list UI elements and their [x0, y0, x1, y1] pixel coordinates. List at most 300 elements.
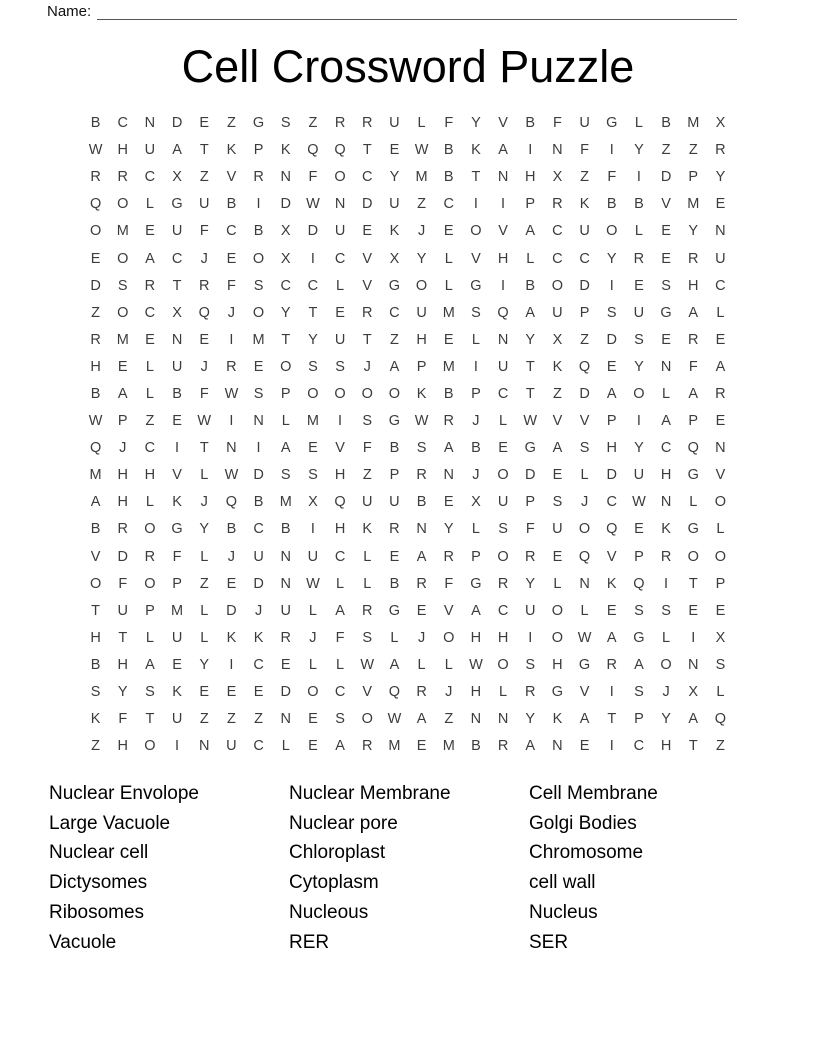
grid-letter: I: [310, 250, 315, 267]
grid-letter: E: [226, 684, 237, 701]
grid-letter: L: [444, 250, 453, 267]
grid-letter: L: [200, 602, 209, 619]
grid-letter: Z: [254, 711, 263, 728]
grid-letter: V: [498, 115, 508, 132]
grid-letter: E: [335, 304, 345, 321]
grid-letter: X: [280, 250, 291, 267]
grid-letter: X: [308, 494, 318, 511]
grid-letter: G: [524, 440, 536, 457]
grid-letter: E: [253, 358, 264, 375]
grid-letter: O: [361, 711, 373, 728]
grid-letter: I: [501, 196, 506, 213]
grid-letter: L: [444, 277, 453, 294]
grid-letter: P: [172, 575, 182, 592]
grid-letter: Z: [552, 385, 562, 402]
grid-letter: F: [444, 575, 454, 592]
word-list-item: SER: [529, 931, 569, 953]
grid-letter: P: [715, 575, 726, 592]
grid-letter: A: [606, 385, 617, 402]
grid-letter: S: [90, 684, 101, 701]
grid-letter: U: [171, 711, 183, 728]
grid-letter: C: [334, 250, 346, 267]
grid-letter: K: [579, 196, 590, 213]
grid-letter: C: [660, 440, 672, 457]
grid-letter: U: [552, 521, 563, 538]
grid-letter: C: [606, 494, 617, 511]
grid-letter: X: [688, 684, 699, 701]
grid-letter: S: [661, 277, 671, 294]
grid-letter: S: [253, 277, 264, 294]
grid-letter: A: [606, 629, 617, 646]
grid-letter: T: [688, 738, 698, 755]
grid-letter: H: [144, 467, 156, 484]
grid-letter: R: [606, 656, 617, 673]
word-list-item: Dictysomes: [49, 872, 148, 894]
grid-letter: Y: [416, 250, 427, 267]
grid-letter: E: [226, 250, 237, 267]
grid-letter: J: [200, 494, 208, 511]
grid-letter: M: [306, 413, 319, 430]
grid-letter: L: [308, 656, 317, 673]
grid-letter: M: [687, 196, 700, 213]
grid-letter: A: [443, 440, 454, 457]
grid-letter: D: [280, 684, 291, 701]
grid-letter: H: [497, 250, 509, 267]
word-search-grid: [82, 110, 734, 760]
grid-letter: P: [606, 413, 617, 430]
grid-letter: L: [471, 331, 480, 348]
grid-letter: J: [417, 223, 426, 240]
grid-letter: L: [662, 629, 671, 646]
grid-letter: M: [442, 738, 455, 755]
grid-letter: U: [525, 602, 536, 619]
grid-letter: A: [145, 250, 155, 267]
grid-letter: V: [226, 169, 237, 186]
grid-letter: E: [715, 196, 726, 213]
grid-letter: H: [117, 494, 128, 511]
grid-letter: W: [414, 142, 429, 159]
grid-letter: P: [280, 385, 291, 402]
grid-letter: C: [497, 385, 509, 402]
grid-letter: I: [175, 440, 180, 457]
grid-letter: R: [497, 575, 509, 592]
grid-letter: M: [89, 467, 102, 484]
grid-letter: O: [117, 304, 129, 321]
word-list-item: cell wall: [529, 872, 596, 894]
grid-letter: L: [444, 656, 453, 673]
grid-letter: J: [309, 629, 317, 646]
grid-letter: Q: [334, 494, 346, 511]
grid-letter: Z: [226, 115, 236, 132]
grid-letter: Q: [687, 440, 699, 457]
grid-letter: O: [660, 656, 672, 673]
grid-letter: V: [335, 440, 345, 457]
grid-letter: E: [688, 602, 699, 619]
grid-letter: B: [389, 440, 400, 457]
grid-letter: H: [606, 440, 617, 457]
name-label: Name:: [47, 3, 92, 20]
grid-letter: R: [688, 250, 699, 267]
grid-letter: T: [199, 440, 209, 457]
grid-letter: A: [688, 711, 699, 728]
grid-letter: K: [552, 711, 563, 728]
grid-letter: K: [172, 494, 182, 511]
grid-letter: E: [552, 467, 563, 484]
grid-letter: C: [633, 738, 645, 755]
grid-letter: V: [362, 277, 373, 294]
grid-letter: H: [470, 629, 482, 646]
grid-letter: Z: [199, 575, 209, 592]
word-list-item: Nucleus: [529, 901, 598, 923]
word-list-column: [529, 779, 769, 958]
word-list-column: [49, 779, 289, 958]
grid-letter: L: [336, 656, 345, 673]
grid-letter: W: [387, 711, 402, 728]
grid-letter: F: [525, 521, 535, 538]
grid-letter: K: [172, 684, 182, 701]
grid-letter: L: [200, 467, 209, 484]
grid-letter: O: [89, 223, 102, 240]
grid-letter: W: [577, 629, 592, 646]
grid-letter: P: [145, 602, 155, 619]
grid-letter: U: [389, 494, 400, 511]
grid-letter: C: [307, 277, 319, 294]
grid-letter: C: [552, 250, 563, 267]
grid-letter: I: [229, 656, 234, 673]
grid-letter: Q: [714, 711, 727, 728]
grid-letter: W: [523, 413, 538, 430]
grid-letter: G: [470, 277, 482, 294]
grid-letter: U: [171, 223, 183, 240]
grid-letter: D: [525, 467, 536, 484]
grid-letter: Y: [606, 250, 617, 267]
grid-letter: I: [256, 440, 261, 457]
grid-letter: N: [416, 521, 427, 538]
grid-letter: K: [90, 711, 101, 728]
grid-letter: W: [306, 575, 320, 592]
grid-letter: Z: [580, 331, 589, 348]
grid-letter: O: [443, 629, 455, 646]
grid-letter: U: [334, 223, 346, 240]
grid-letter: E: [661, 223, 671, 240]
grid-letter: J: [580, 494, 589, 511]
grid-letter: N: [660, 494, 672, 511]
grid-letter: P: [471, 385, 481, 402]
grid-letter: B: [525, 277, 536, 294]
grid-letter: M: [415, 169, 428, 186]
grid-letter: E: [308, 440, 318, 457]
grid-letter: I: [501, 277, 506, 294]
grid-letter: M: [171, 602, 184, 619]
grid-letter: D: [606, 467, 617, 484]
grid-letter: A: [280, 440, 291, 457]
grid-letter: F: [444, 115, 454, 132]
grid-letter: O: [361, 385, 373, 402]
grid-letter: C: [443, 196, 454, 213]
grid-letter: U: [715, 250, 726, 267]
grid-letter: Z: [91, 304, 100, 321]
grid-letter: I: [473, 196, 478, 213]
grid-letter: E: [308, 711, 318, 728]
grid-letter: W: [414, 413, 429, 430]
grid-letter: C: [144, 304, 156, 321]
grid-letter: E: [199, 331, 210, 348]
grid-letter: A: [688, 304, 699, 321]
grid-letter: S: [606, 304, 617, 321]
grid-letter: D: [226, 602, 237, 619]
grid-letter: Z: [91, 738, 100, 755]
grid-letter: D: [253, 467, 264, 484]
grid-letter: F: [552, 115, 562, 132]
grid-letter: L: [281, 413, 290, 430]
grid-letter: R: [144, 277, 156, 294]
grid-letter: I: [473, 358, 478, 375]
grid-letter: E: [172, 413, 182, 430]
grid-letter: V: [443, 602, 454, 619]
grid-letter: T: [688, 575, 698, 592]
grid-letter: N: [280, 169, 291, 186]
grid-letter: G: [687, 521, 699, 538]
word-list-item: RER: [289, 931, 330, 953]
grid-letter: A: [661, 413, 671, 430]
grid-letter: H: [552, 656, 563, 673]
grid-letter: E: [145, 331, 155, 348]
grid-letter: E: [715, 331, 726, 348]
grid-letter: E: [715, 602, 726, 619]
grid-letter: E: [634, 521, 644, 538]
grid-letter: I: [691, 629, 696, 646]
grid-letter: E: [389, 548, 400, 565]
grid-letter: V: [579, 413, 590, 430]
grid-letter: O: [633, 385, 645, 402]
grid-letter: R: [199, 277, 210, 294]
grid-letter: I: [229, 331, 234, 348]
grid-letter: F: [362, 440, 372, 457]
grid-letter: G: [171, 196, 183, 213]
grid-letter: R: [416, 575, 427, 592]
grid-letter: F: [172, 548, 182, 565]
grid-letter: Z: [199, 169, 209, 186]
grid-letter: G: [171, 521, 183, 538]
grid-letter: L: [145, 629, 154, 646]
grid-letter: Y: [443, 521, 454, 538]
grid-letter: E: [443, 331, 454, 348]
grid-letter: U: [144, 142, 156, 159]
grid-letter: J: [200, 358, 208, 375]
grid-letter: B: [416, 494, 427, 511]
grid-letter: B: [90, 385, 101, 402]
grid-letter: M: [388, 738, 401, 755]
grid-letter: A: [90, 494, 101, 511]
grid-letter: B: [280, 521, 291, 538]
grid-letter: G: [388, 602, 401, 619]
grid-letter: Q: [89, 440, 102, 457]
grid-letter: R: [688, 331, 699, 348]
grid-letter: I: [528, 629, 533, 646]
grid-letter: Q: [225, 494, 238, 511]
grid-letter: E: [606, 602, 617, 619]
grid-letter: I: [310, 521, 315, 538]
grid-letter: M: [687, 115, 700, 132]
grid-letter: O: [280, 358, 292, 375]
grid-letter: Y: [715, 169, 726, 186]
grid-letter: L: [417, 656, 426, 673]
grid-letter: B: [226, 196, 237, 213]
grid-letter: I: [609, 277, 614, 294]
grid-letter: Y: [525, 575, 536, 592]
grid-letter: B: [525, 115, 536, 132]
grid-letter: H: [117, 656, 128, 673]
grid-letter: A: [579, 711, 590, 728]
grid-letter: T: [525, 385, 535, 402]
grid-letter: A: [145, 656, 155, 673]
grid-letter: R: [715, 142, 726, 159]
grid-letter: L: [363, 575, 372, 592]
grid-letter: I: [636, 169, 641, 186]
grid-letter: V: [606, 548, 617, 565]
grid-letter: L: [200, 548, 209, 565]
grid-letter: I: [609, 142, 614, 159]
grid-letter: V: [552, 413, 563, 430]
grid-letter: M: [116, 331, 129, 348]
grid-letter: S: [661, 602, 671, 619]
grid-letter: K: [226, 629, 237, 646]
grid-letter: A: [634, 656, 644, 673]
grid-letter: K: [280, 142, 291, 159]
grid-letter: L: [580, 602, 589, 619]
grid-letter: F: [199, 223, 209, 240]
grid-letter: E: [362, 223, 373, 240]
grid-letter: T: [308, 304, 318, 321]
grid-letter: C: [253, 521, 264, 538]
grid-letter: P: [525, 494, 536, 511]
grid-letter: E: [308, 738, 318, 755]
grid-letter: U: [280, 602, 291, 619]
grid-letter: F: [580, 142, 589, 159]
grid-letter: W: [88, 142, 103, 159]
grid-letter: S: [335, 711, 345, 728]
grid-letter: S: [280, 467, 291, 484]
grid-letter: Z: [661, 142, 671, 159]
grid-letter: H: [525, 169, 536, 186]
grid-letter: J: [472, 413, 480, 430]
grid-letter: Y: [280, 304, 291, 321]
grid-letter: S: [362, 413, 373, 430]
grid-letter: K: [389, 223, 400, 240]
grid-letter: Z: [199, 711, 209, 728]
grid-letter: E: [498, 440, 508, 457]
grid-letter: L: [336, 277, 345, 294]
grid-letter: E: [199, 115, 210, 132]
grid-letter: B: [443, 169, 454, 186]
word-list-item: Nuclear Envolope: [49, 782, 199, 804]
grid-letter: B: [226, 521, 237, 538]
grid-letter: T: [607, 711, 617, 728]
grid-letter: T: [525, 358, 535, 375]
grid-letter: O: [606, 223, 618, 240]
grid-letter: N: [660, 358, 672, 375]
grid-letter: C: [579, 250, 590, 267]
grid-letter: R: [117, 169, 128, 186]
grid-letter: I: [636, 413, 641, 430]
grid-letter: H: [688, 277, 699, 294]
grid-letter: Y: [308, 331, 318, 348]
grid-letter: U: [579, 115, 590, 132]
grid-letter: Y: [634, 440, 644, 457]
grid-letter: S: [715, 656, 726, 673]
grid-letter: I: [609, 738, 614, 755]
grid-letter: G: [633, 629, 645, 646]
grid-letter: U: [307, 548, 319, 565]
grid-letter: N: [497, 711, 509, 728]
word-list-item: Large Vacuole: [49, 812, 171, 834]
grid-letter: A: [715, 358, 726, 375]
grid-letter: A: [525, 304, 536, 321]
grid-letter: C: [552, 223, 563, 240]
grid-letter: W: [224, 385, 239, 402]
grid-letter: L: [716, 684, 725, 701]
grid-letter: X: [471, 494, 481, 511]
grid-letter: Q: [497, 304, 509, 321]
grid-letter: G: [606, 115, 618, 132]
grid-letter: Z: [145, 413, 155, 430]
grid-letter: A: [552, 440, 563, 457]
grid-letter: Q: [198, 304, 210, 321]
grid-letter: G: [388, 277, 401, 294]
grid-letter: I: [609, 684, 614, 701]
grid-letter: O: [497, 548, 509, 565]
grid-letter: E: [661, 250, 671, 267]
grid-letter: O: [252, 304, 265, 321]
grid-letter: J: [227, 304, 236, 321]
grid-letter: R: [226, 358, 237, 375]
grid-letter: Z: [362, 467, 372, 484]
grid-letter: E: [634, 277, 644, 294]
grid-letter: O: [388, 385, 401, 402]
grid-letter: D: [117, 548, 128, 565]
grid-letter: B: [661, 115, 671, 132]
grid-letter: N: [497, 331, 509, 348]
grid-letter: E: [606, 358, 617, 375]
grid-letter: T: [172, 277, 182, 294]
grid-letter: I: [338, 413, 343, 430]
grid-letter: S: [552, 494, 563, 511]
grid-letter: N: [253, 413, 264, 430]
grid-letter: I: [528, 142, 533, 159]
grid-letter: U: [117, 602, 128, 619]
grid-letter: K: [226, 142, 237, 159]
grid-letter: J: [254, 602, 263, 619]
grid-letter: S: [634, 602, 644, 619]
grid-letter: B: [90, 115, 101, 132]
grid-letter: C: [226, 223, 237, 240]
grid-letter: S: [634, 331, 644, 348]
grid-letter: N: [280, 548, 291, 565]
grid-letter: Y: [525, 711, 536, 728]
grid-letter: N: [199, 738, 210, 755]
word-list-item: Chloroplast: [289, 842, 386, 864]
grid-letter: L: [308, 602, 317, 619]
grid-letter: L: [200, 629, 209, 646]
grid-letter: B: [389, 575, 400, 592]
grid-letter: E: [416, 738, 427, 755]
grid-letter: F: [688, 358, 698, 375]
grid-letter: D: [362, 196, 373, 213]
grid-letter: C: [117, 115, 128, 132]
grid-letter: N: [579, 575, 590, 592]
grid-letter: B: [443, 142, 454, 159]
grid-letter: K: [471, 142, 481, 159]
